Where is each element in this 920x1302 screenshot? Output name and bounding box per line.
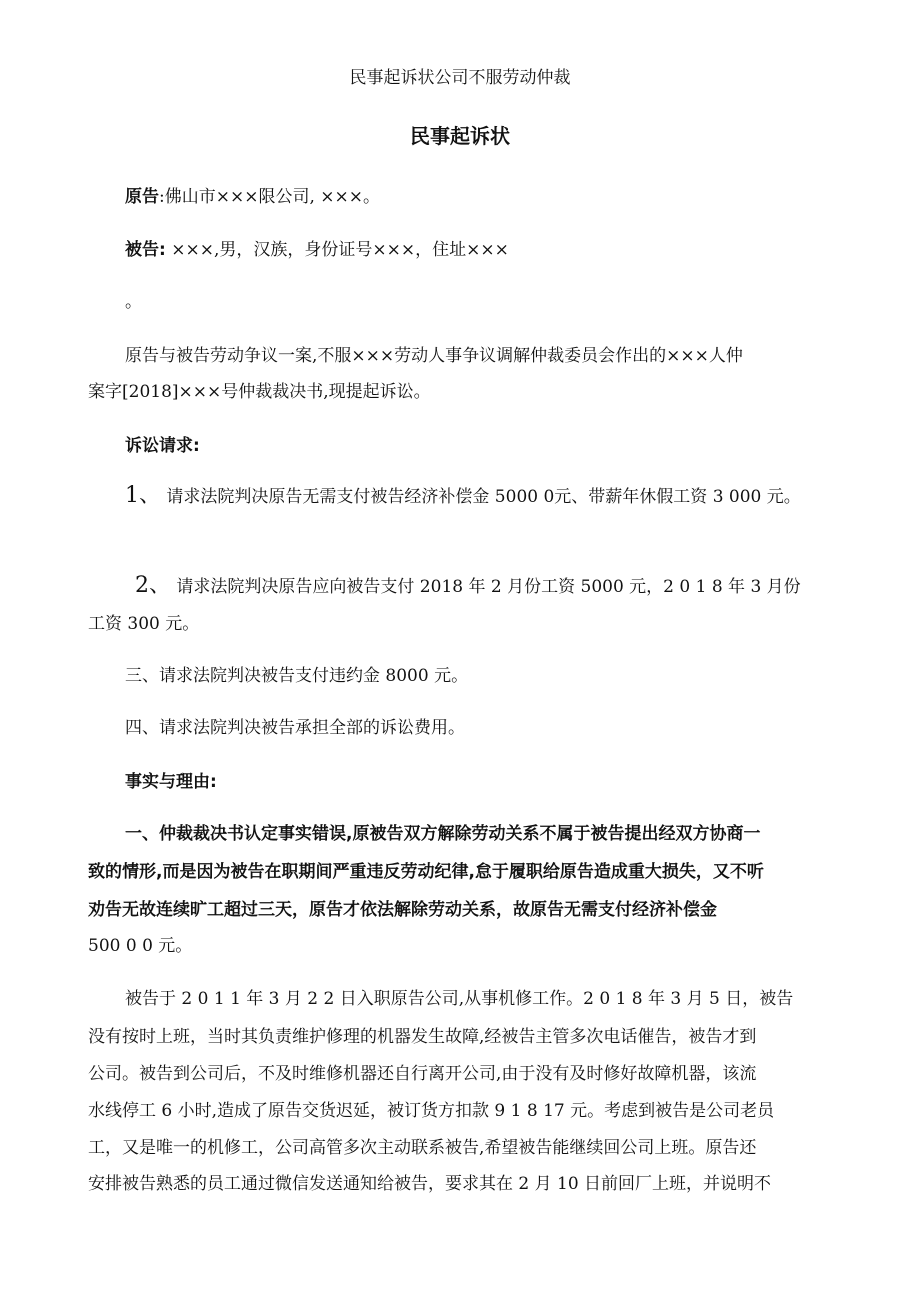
defendant-label: 被告: [125, 240, 166, 260]
document-title: 民事起诉状 [410, 124, 510, 148]
claim-3: 三、请求法院判决被告支付违约金 8000 元。 [125, 666, 469, 686]
claim-2-number: 2、 [135, 573, 171, 598]
narrative-line-2: 没有按时上班，当时其负责维护修理的机器发生故障,经被告主管多次电话催告，被告才到 [88, 1027, 757, 1047]
narrative-line-5: 工，又是唯一的机修工，公司高管多次主动联系被告,希望被告能继续回公司上班。原告还 [88, 1138, 757, 1158]
narrative-line-6: 安排被告熟悉的员工通过微信发送通知给被告，要求其在 2 月 10 日前回厂上班，并说明不 [88, 1174, 772, 1194]
narrative-line-1: 被告于 2 0 1 1 年 3 月 2 2 日入职原告公司,从事机修工作。2 0 1 8 年 3 月 5 日，被告 [125, 989, 794, 1009]
defendant-line [125, 238, 509, 262]
plaintiff-label: 原告 [125, 187, 159, 207]
intro-line-2: 案字[2018]×××号仲裁裁决书,现提起诉讼。 [88, 382, 431, 402]
claim-4: 四、请求法院判决被告承担全部的诉讼费用。 [125, 718, 465, 738]
document-header: 民事起诉状公司不服劳动仲裁 [349, 68, 571, 88]
narrative-line-3: 公司。被告到公司后，不及时维修机器还自行离开公司,由于没有及时修好故障机器，该流 [88, 1064, 757, 1084]
intro-line-1: 原告与被告劳动争议一案,不服×××劳动人事争议调解仲裁委员会作出的×××人仲 [125, 346, 743, 366]
plaintiff-line [125, 185, 380, 209]
claim-2-line-1 [135, 574, 801, 599]
defendant-text: ×××,男，汉族，身份证号×××，住址××× [165, 240, 509, 260]
reason-1-line-4: 500 0 0 元。 [88, 936, 193, 956]
claim-1-number: 1、 [125, 483, 161, 508]
reason-1-line-1: 一、仲裁裁决书认定事实错误,原被告双方解除劳动关系不属于被告提出经双方协商一 [125, 824, 761, 844]
claims-heading: 诉讼请求: [125, 436, 200, 456]
narrative-line-4: 水线停工 6 小时,造成了原告交货迟延，被订货方扣款 9 1 8 17 元。考虑到被告是公司老员 [88, 1101, 775, 1121]
claim-1 [125, 484, 801, 509]
plaintiff-text: :佛山市×××限公司, ×××。 [159, 187, 380, 207]
reason-1-line-2: 致的情形,而是因为被告在职期间严重违反劳动纪律,怠于履职给原告造成重大损失，又不听 [88, 862, 764, 882]
claim-2-line-2: 工资 300 元。 [88, 614, 200, 634]
claim-2-text: 请求法院判决原告应向被告支付 2018 年 2 月份工资 5000 元，2 0 1 8 年 3 月份 [171, 577, 801, 597]
facts-heading: 事实与理由: [125, 772, 217, 792]
defendant-tail: 。 [125, 292, 142, 312]
reason-1-line-3: 劝告无故连续旷工超过三天，原告才依法解除劳动关系，故原告无需支付经济补偿金 [88, 900, 717, 920]
claim-1-text: 请求法院判决原告无需支付被告经济补偿金 5000 0元、带薪年休假工资 3 000 元。 [161, 487, 801, 507]
